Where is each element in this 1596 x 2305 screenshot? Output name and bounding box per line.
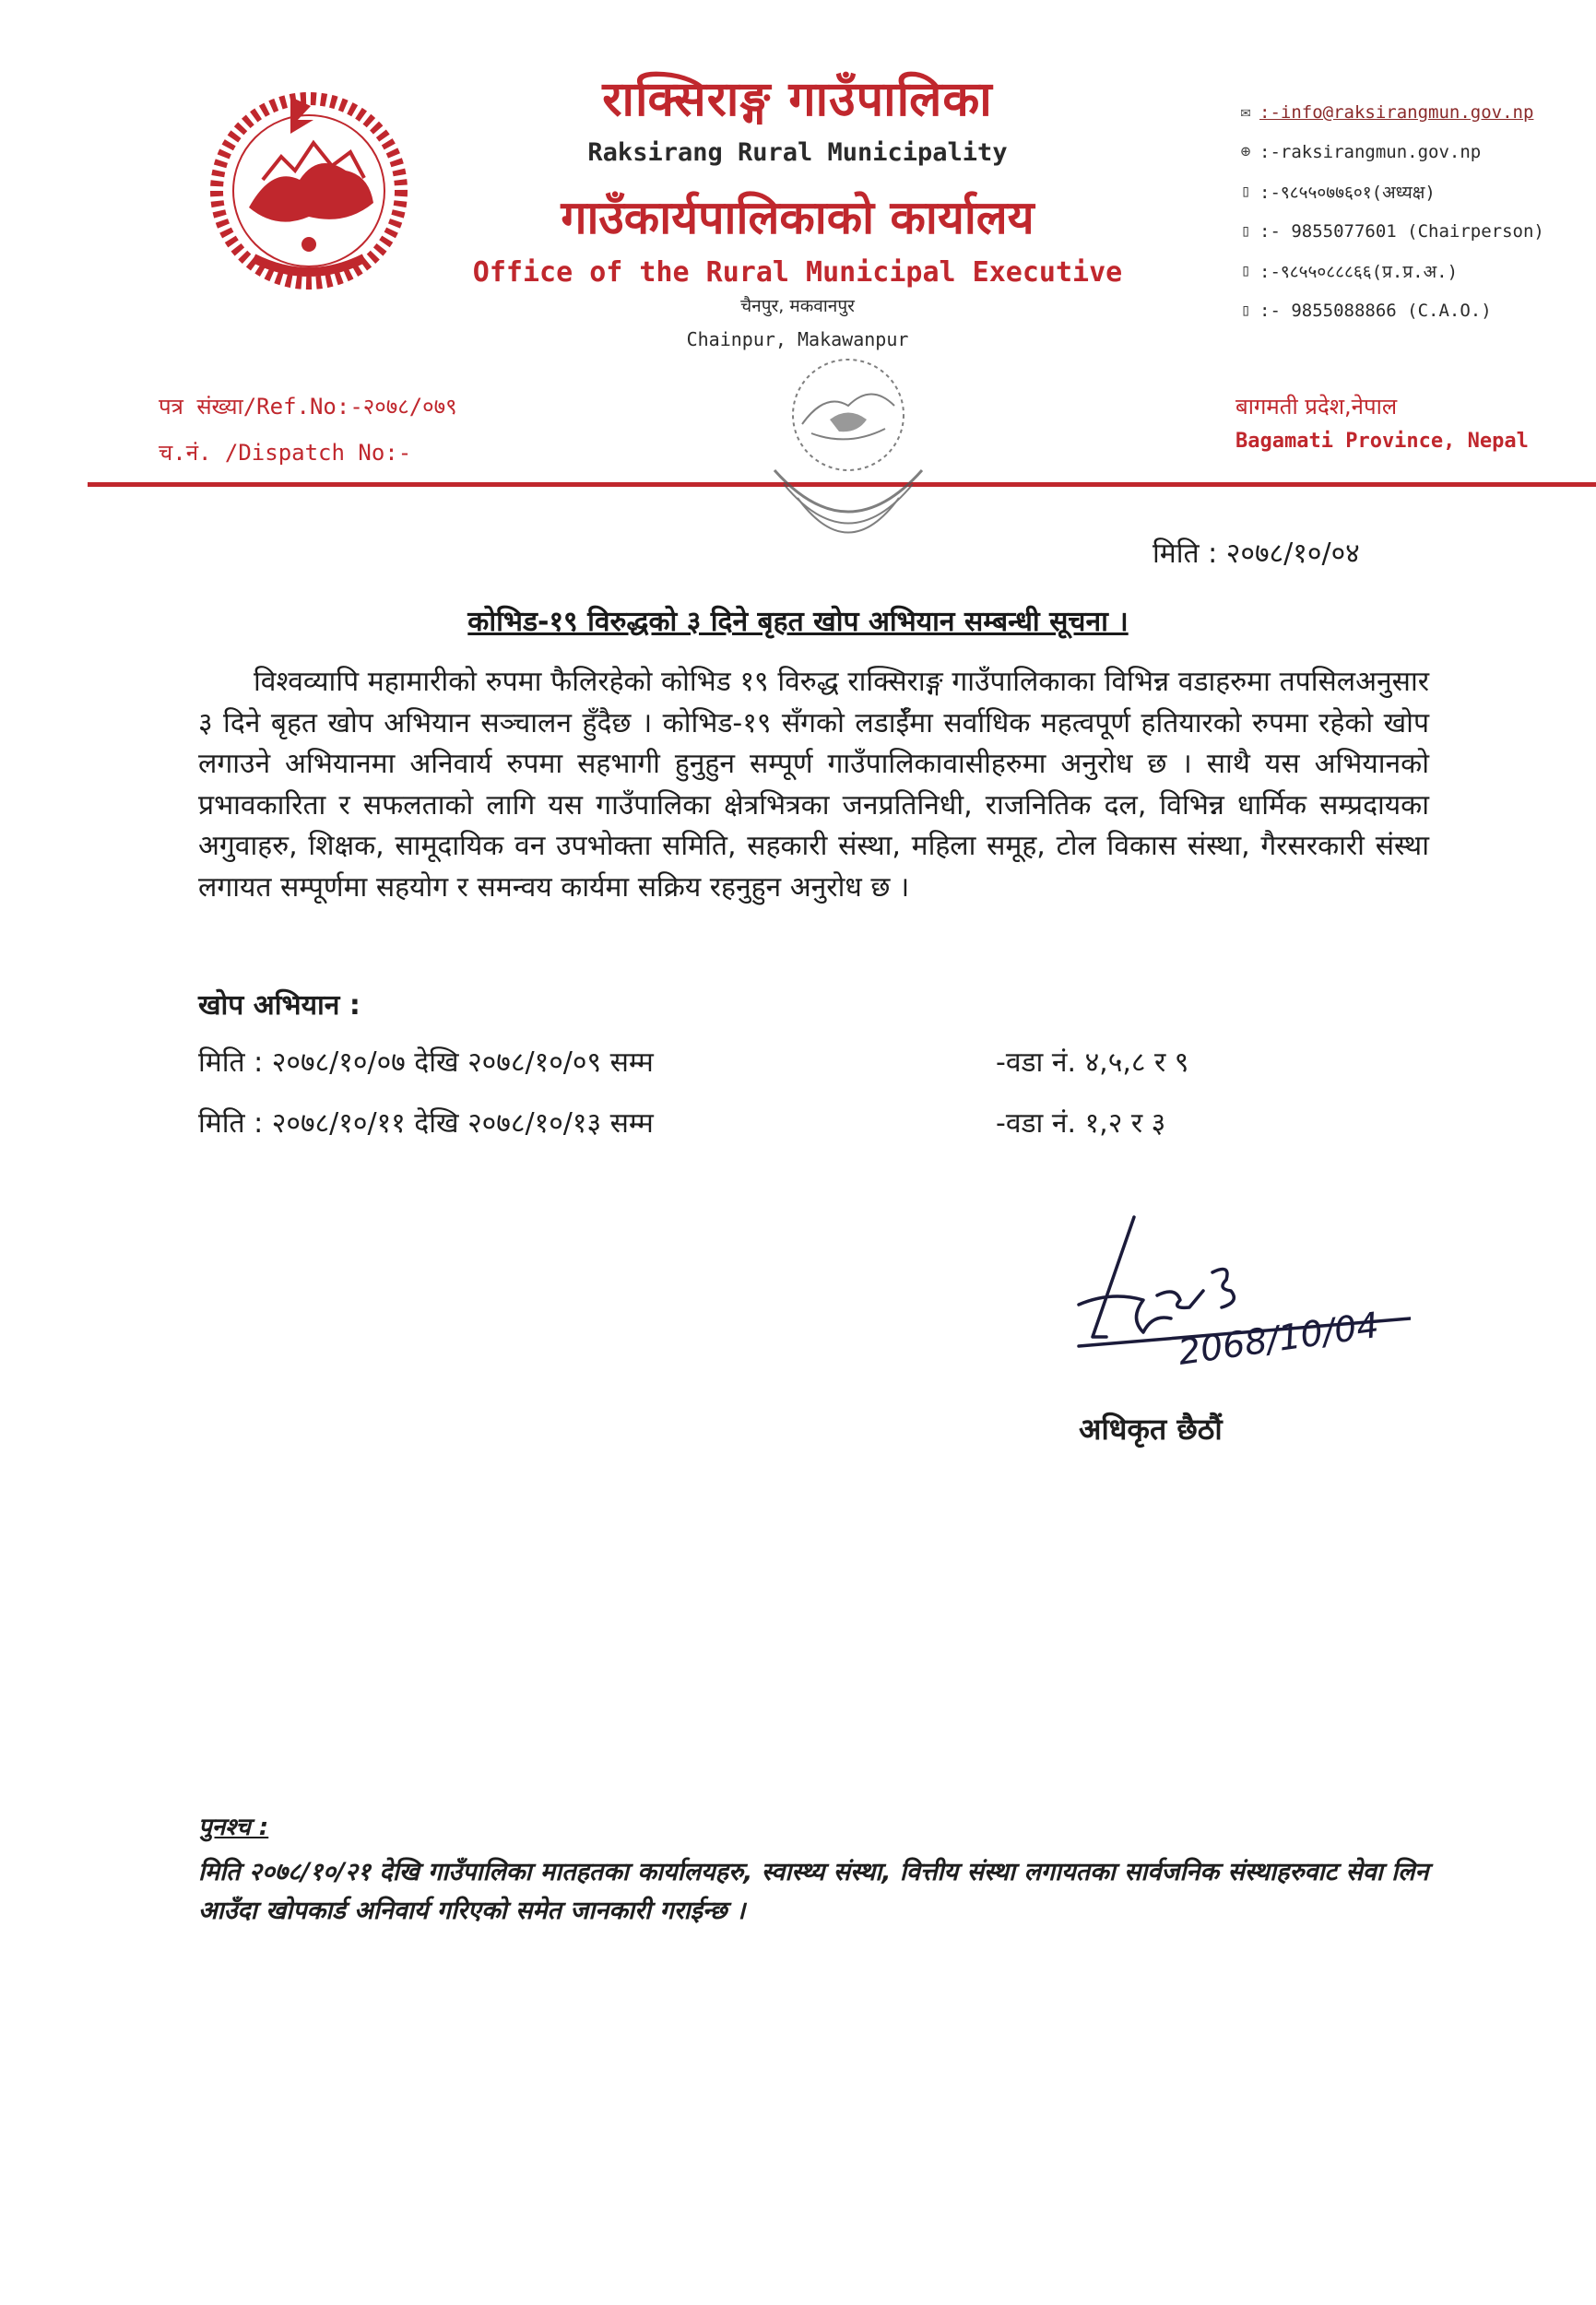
address-en: Chainpur, Makawanpur [686, 328, 909, 350]
phone-icon: ▯ [1240, 220, 1251, 241]
phone-icon: ▯ [1240, 300, 1251, 320]
campaign-heading: खोप अभियान : [198, 989, 361, 1022]
letter-subject: कोभिड-१९ विरुद्धको ३ दिने बृहत खोप अभियान सम्बन्धी सूचना । [467, 606, 1129, 638]
letter-date: मिति : २०७८/१०/०४ [1153, 538, 1360, 570]
schedule-date: मिति : २०७८/१०/११ देखि २०७८/१०/१३ सम्म [198, 1107, 654, 1140]
contact-email-value[interactable]: :-info@raksirangmun.gov.np [1259, 101, 1534, 123]
contact-email[interactable] [1235, 92, 1586, 132]
address-np: चैनपुर, मकवानपुर [740, 296, 855, 316]
province-en: Bagamati Province, Nepal [1235, 430, 1529, 453]
contact-list [1235, 92, 1586, 330]
contact-phone-cao-en [1235, 290, 1586, 330]
postscript-label: पुनश्च : [198, 1814, 269, 1841]
contact-phone-value: :- 9855077601 (Chairperson) [1259, 220, 1544, 242]
phone-icon: ▯ [1240, 181, 1251, 201]
office-name-np: गाउँकार्यपालिकाको कार्यालय [561, 191, 1034, 244]
office-name-en: Office of the Rural Municipal Executive [472, 256, 1123, 289]
contact-phone-value: :-९८५५०८८८६६(प्र.प्र.अ.) [1259, 261, 1459, 282]
email-icon: ✉ [1240, 101, 1251, 122]
web-icon: ⊕ [1240, 141, 1251, 161]
schedule-wards: -वडा नं. १,२ र ३ [996, 1107, 1166, 1140]
contact-web-value[interactable]: :-raksirangmun.gov.np [1259, 141, 1482, 162]
letter-body: विश्वव्यापि महामारीको रुपमा फैलिरहेको कोभिड १९ विरुद्ध राक्सिराङ्ग गाउँपालिकाका विभिन्न वडाहरुमा तपसिलअनुसार ३ दिने बृहत खोप अभियान सञ्चालन हुँदैछ । कोभिड-१९ सँगको लडाईँमा सर्वाधिक महत्वपूर्ण हतियारको रुपमा रहेको खोप लगाउने अभियानमा अनिवार्य रुपमा सहभागी हुनुहुन सम्पूर्ण गाउँपालिकावासीहरुमा अनुरोध छ । साथै यस अभियानको प्रभावकारिता र सफलताको लागि यस गाउँपालिका क्षेत्रभित्रका जनप्रतिनिधी, राजनितिक दल, विभिन्न धार्मिक सम्प्रदायका अगुवाहरु, शिक्षक, सामूदायिक वन उपभोक्ता समिति, सहकारी संस्था, महिला समूह, टोल विकास संस्था, गैरसरकारी संस्था लगायत सम्पूर्णमा सहयोग र समन्वय कार्यमा सक्रिय रहनुहुन अनुरोध छ । [198, 666, 1429, 904]
postscript-text: मिति २०७८/१०/२१ देखि गाउँपालिका मातहतका कार्यालयहरु, स्वास्थ्य संस्था, वित्तीय संस्था लगायतका सार्वजनिक संस्थाहरुवाट सेवा लिन आउँदा खोपकार्ड अनिवार्य गरिएको समेत जानकारी गराईन्छ । [198, 1858, 1429, 1925]
handwritten-signature [1042, 1199, 1411, 1411]
officer-title: अधिकृत छैठौं [1079, 1412, 1223, 1447]
contact-phone-value: :- 9855088866 (C.A.O.) [1259, 300, 1492, 321]
contact-web[interactable] [1235, 132, 1586, 171]
contact-phone-chair-en [1235, 211, 1586, 251]
reference-number: पत्र संख्या/Ref.No:-२०७८/०७९ [159, 394, 457, 420]
contact-phone-chair-np [1235, 171, 1586, 211]
phone-icon: ▯ [1240, 260, 1251, 280]
nepal-emblem-logo [198, 78, 420, 295]
schedule-wards: -वडा नं. ४,५,८ र ९ [996, 1046, 1189, 1079]
contact-phone-cao-np [1235, 251, 1586, 290]
signature-date: 2068/10/04 [1176, 1304, 1382, 1373]
dispatch-number: च.नं. /Dispatch No:- [159, 440, 412, 466]
province-np: बागमती प्रदेश,नेपाल [1235, 394, 1398, 420]
contact-phone-value: :-९८५५०७७६०१(अध्यक्ष) [1259, 182, 1436, 203]
municipality-name-en: Raksirang Rural Municipality [587, 138, 1008, 167]
office-stamp [747, 341, 950, 581]
schedule-date: मिति : २०७८/१०/०७ देखि २०७८/१०/०९ सम्म [198, 1046, 654, 1079]
municipality-name-np: राक्सिराङ्ग गाउँपालिका [602, 72, 993, 127]
